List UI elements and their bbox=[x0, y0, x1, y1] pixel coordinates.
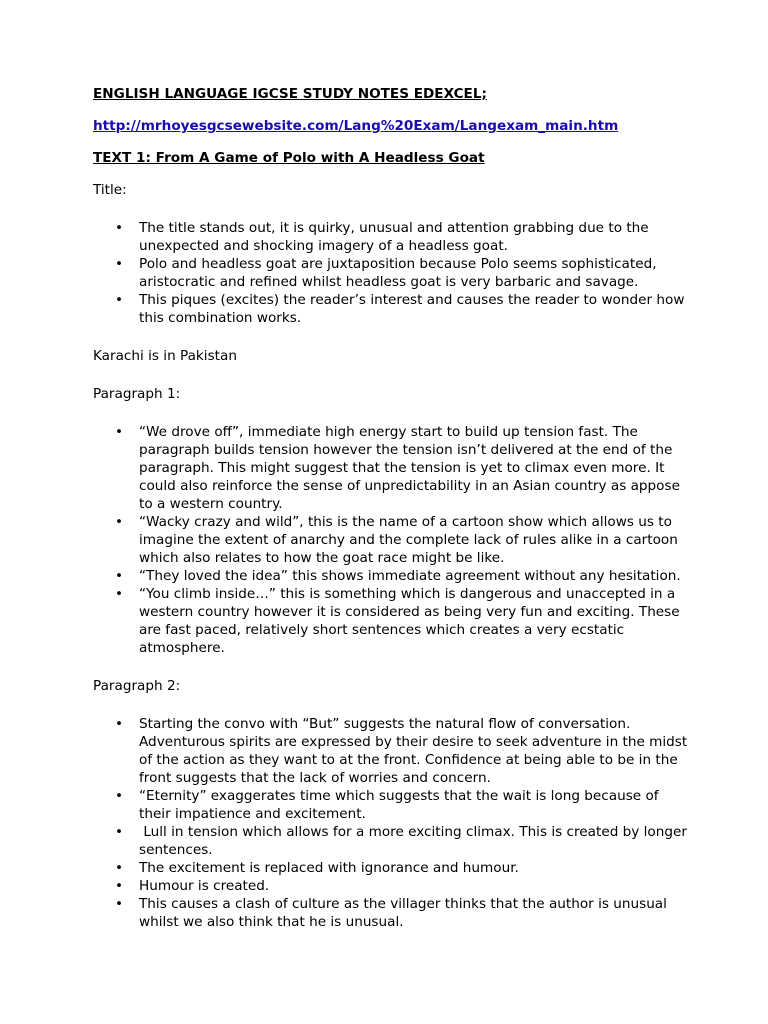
karachi-note: Karachi is in Pakistan bbox=[93, 348, 237, 364]
bullet-icon: • bbox=[115, 424, 124, 440]
list-item: • “We drove off”, immediate high energy start to build up tension fast. The paragraph builds tension however the tension isn’t delivered at the end of the paragraph. This might suggest that the tension is yet to climax even more. It could also reinforce the sense of unpredictability in an Asian country as appose to a western country. bbox=[115, 424, 680, 512]
bullet-icon: • bbox=[115, 878, 124, 894]
list-item: • “You climb inside…” this is something which is dangerous and unaccepted in a western country however it is considered as being very fun and exciting. These are fast paced, relatively short sentences which creates a very ecstatic atmosphere. bbox=[115, 586, 680, 656]
document-title: ENGLISH LANGUAGE IGCSE STUDY NOTES EDEXCEL; bbox=[93, 86, 487, 102]
bullet-icon: • bbox=[115, 292, 124, 308]
document-page bbox=[93, 85, 693, 931]
resource-link[interactable]: http://mrhoyesgcsewebsite.com/Lang%20Exam/Langexam_main.htm bbox=[93, 118, 619, 134]
bullet-icon: • bbox=[115, 256, 124, 272]
list-item: • The excitement is replaced with ignorance and humour. bbox=[115, 860, 519, 876]
bullet-icon: • bbox=[115, 568, 124, 584]
list-item: • Polo and headless goat are juxtaposition because Polo seems sophisticated, aristocratic and refined whilst headless goat is very barbaric and savage. bbox=[115, 256, 657, 290]
paragraph-1-label: Paragraph 1: bbox=[93, 386, 181, 402]
list-item: • Lull in tension which allows for a more exciting climax. This is created by longer sentences. bbox=[115, 824, 692, 858]
bullet-icon: • bbox=[115, 860, 124, 876]
list-item: • “Wacky crazy and wild”, this is the name of a cartoon show which allows us to imagine the extent of anarchy and the complete lack of rules alike in a cartoon which also relates to how the goat race might be like. bbox=[115, 514, 678, 566]
paragraph-2-bullet-list bbox=[93, 715, 693, 931]
bullet-icon: • bbox=[115, 220, 124, 236]
title-label: Title: bbox=[93, 182, 127, 198]
list-item: • “They loved the idea” this shows immediate agreement without any hesitation. bbox=[115, 568, 681, 584]
list-item: • The title stands out, it is quirky, unusual and attention grabbing due to the unexpected and shocking imagery of a headless goat. bbox=[115, 220, 649, 254]
list-item: • This piques (excites) the reader’s interest and causes the reader to wonder how this combination works. bbox=[115, 292, 685, 326]
list-item: • “Eternity” exaggerates time which suggests that the wait is long because of their impatience and excitement. bbox=[115, 788, 659, 822]
bullet-icon: • bbox=[115, 586, 124, 602]
list-item: • Humour is created. bbox=[115, 878, 270, 894]
bullet-icon: • bbox=[115, 896, 124, 912]
list-item: • This causes a clash of culture as the villager thinks that the author is unusual whilst we also think that he is unusual. bbox=[115, 896, 667, 930]
bullet-icon: • bbox=[115, 788, 124, 804]
text-heading: TEXT 1: From A Game of Polo with A Headless Goat bbox=[93, 150, 485, 166]
title-bullet-list bbox=[93, 219, 693, 327]
paragraph-1-bullet-list bbox=[93, 423, 693, 657]
bullet-icon: • bbox=[115, 716, 124, 732]
bullet-icon: • bbox=[115, 514, 124, 530]
list-item: • Starting the convo with “But” suggests the natural flow of conversation. Adventurous spirits are expressed by their desire to seek adventure in the midst of the action as they want to at the front. Confidence at being able to be in the front suggests that the lack of worries and concern. bbox=[115, 716, 688, 786]
paragraph-2-label: Paragraph 2: bbox=[93, 678, 181, 694]
bullet-icon: • bbox=[115, 824, 124, 840]
